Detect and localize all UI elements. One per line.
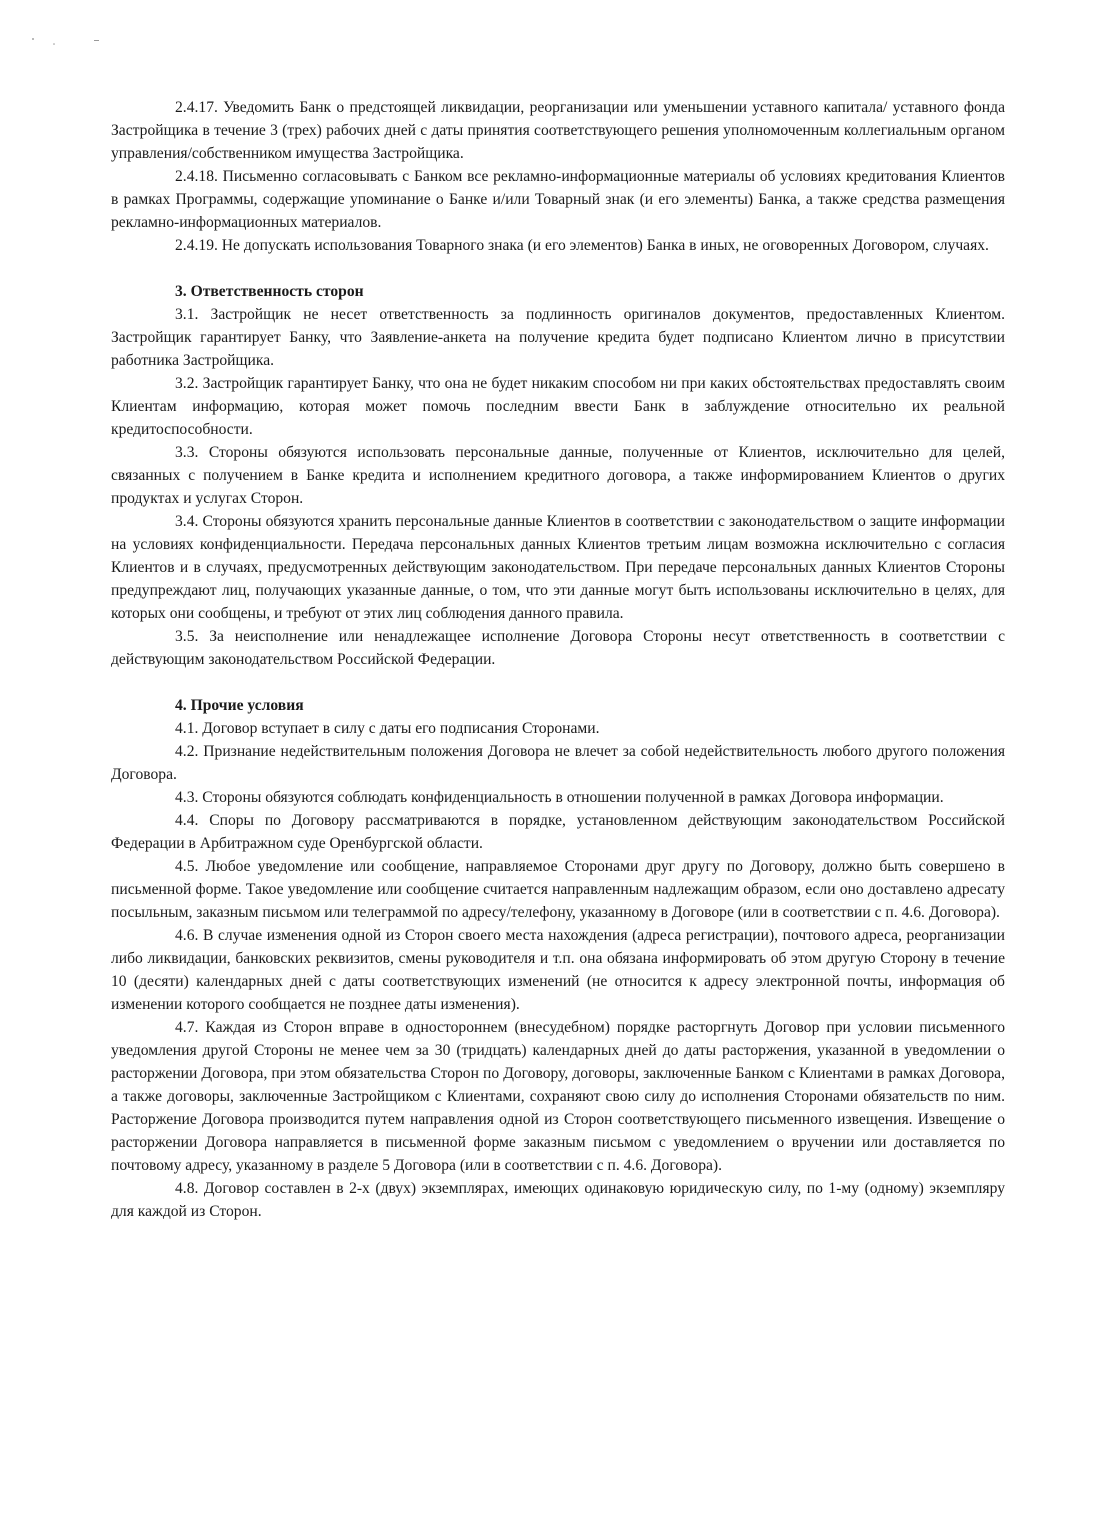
section-4-heading: 4. Прочие условия	[175, 697, 304, 714]
clause-2-4-19: 2.4.19. Не допускать использования Товарного знака (и его элементов) Банка в иных, не оговоренных Договором, случаях.	[175, 237, 989, 254]
clause-4-5: 4.5. Любое уведомление или сообщение, направляемое Сторонами друг другу по Договору, должно быть совершено в письменной форме. Такое уведомление или сообщение считается направленным надлежащим образом, если оно доставлено адресату посыльным, заказным письмом или телеграммой по адресу/телефону, указанному в Договоре (или в соответствии с п. 4.6. Договора).	[111, 858, 1005, 921]
clause-2-4-18: 2.4.18. Письменно согласовывать с Банком все рекламно-информационные материалы об условиях кредитования Клиентов в рамках Программы, содержащие упоминание о Банке и/или Товарный знак (и его элементы) Банка, а также средства размещения рекламно-информационных материалов.	[111, 168, 1005, 231]
section-spacer	[111, 671, 1005, 694]
clause-3-1: 3.1. Застройщик не несет ответственность за подлинность оригиналов документов, предоставленных Клиентом. Застройщик гарантирует Банку, что Заявление-анкета на получение кредита будет подписано Клиентом лично в присутствии работника Застройщика.	[111, 306, 1005, 369]
document-page	[111, 96, 1005, 1223]
clause-4-3: 4.3. Стороны обязуются соблюдать конфиденциальность в отношении полученной в рамках Договора информации.	[175, 789, 944, 806]
section-3-heading: 3. Ответственность сторон	[175, 283, 364, 300]
clause-4-6: 4.6. В случае изменения одной из Сторон своего места нахождения (адреса регистрации), почтового адреса, реорганизации либо ликвидации, банковских реквизитов, смены руководителя и т.п. она обязана информировать об этом другую Сторону в течение 10 (десяти) календарных дней с даты соответствующих изменений (не относится к адресу электронной почты, информация об изменении которого сообщается не позднее даты изменения).	[111, 927, 1005, 1013]
clause-4-8: 4.8. Договор составлен в 2-х (двух) экземплярах, имеющих одинаковую юридическую силу, по 1-му (одному) экземпляру для каждой из Сторон.	[111, 1180, 1005, 1220]
clause-2-4-17: 2.4.17. Уведомить Банк о предстоящей ликвидации, реорганизации или уменьшении уставного капитала/ уставного фонда Застройщика в течение 3 (трех) рабочих дней с даты принятия соответствующего решения уполномоченным коллегиальным органом управления/собственником имущества Застройщика.	[111, 99, 1005, 162]
clause-4-2: 4.2. Признание недействительным положения Договора не влечет за собой недействительность любого другого положения Договора.	[111, 743, 1005, 783]
section-spacer	[111, 257, 1005, 280]
scan-specks	[30, 36, 110, 48]
clause-4-7: 4.7. Каждая из Сторон вправе в одностороннем (внесудебном) порядке расторгнуть Договор при условии письменного уведомления другой Стороны не менее чем за 30 (тридцать) календарных дней до даты расторжения, указанной в уведомлении о расторжении Договора, при этом обязательства Сторон по Договору, договоры, заключенные Банком с Клиентами в рамках Договора, а также договоры, заключенные Застройщиком с Клиентами, сохраняют свою силу до исполнения Сторонами обязательств по ним. Расторжение Договора производится путем направления одной из Сторон соответствующего письменного извещения. Извещение о расторжении Договора направляется в письменной форме заказным письмом с уведомлением о вручении или доставляется по почтовому адресу, указанному в разделе 5 Договора (или в соответствии с п. 4.6. Договора).	[111, 1019, 1005, 1174]
clause-4-4: 4.4. Споры по Договору рассматриваются в порядке, установленном действующим законодательством Российской Федерации в Арбитражном суде Оренбургской области.	[111, 812, 1005, 852]
clause-3-5: 3.5. За неисполнение или ненадлежащее исполнение Договора Стороны несут ответственность в соответствии с действующим законодательством Российской Федерации.	[111, 628, 1005, 668]
clause-3-3: 3.3. Стороны обязуются использовать персональные данные, полученные от Клиентов, исключительно для целей, связанных с получением в Банке кредита и исполнением кредитного договора, а также информированием Клиентов о других продуктах и услугах Сторон.	[111, 444, 1005, 507]
clause-3-4: 3.4. Стороны обязуются хранить персональные данные Клиентов в соответствии с законодательством о защите информации на условиях конфиденциальности. Передача персональных данных Клиентов третьим лицам возможна исключительно с согласия Клиентов и в случаях, предусмотренных действующим законодательством. При передаче персональных данных Клиентов Стороны предупреждают лиц, получающих указанные данные, о том, что эти данные могут быть использованы исключительно в целях, для которых они сообщены, и требуют от этих лиц соблюдения данного правила.	[111, 513, 1005, 622]
clause-3-2: 3.2. Застройщик гарантирует Банку, что она не будет никаким способом ни при каких обстоятельствах предоставлять своим Клиентам информацию, которая может помочь последним ввести Банк в заблуждение относительно их реальной кредитоспособности.	[111, 375, 1005, 438]
clause-4-1: 4.1. Договор вступает в силу с даты его подписания Сторонами.	[175, 720, 600, 737]
